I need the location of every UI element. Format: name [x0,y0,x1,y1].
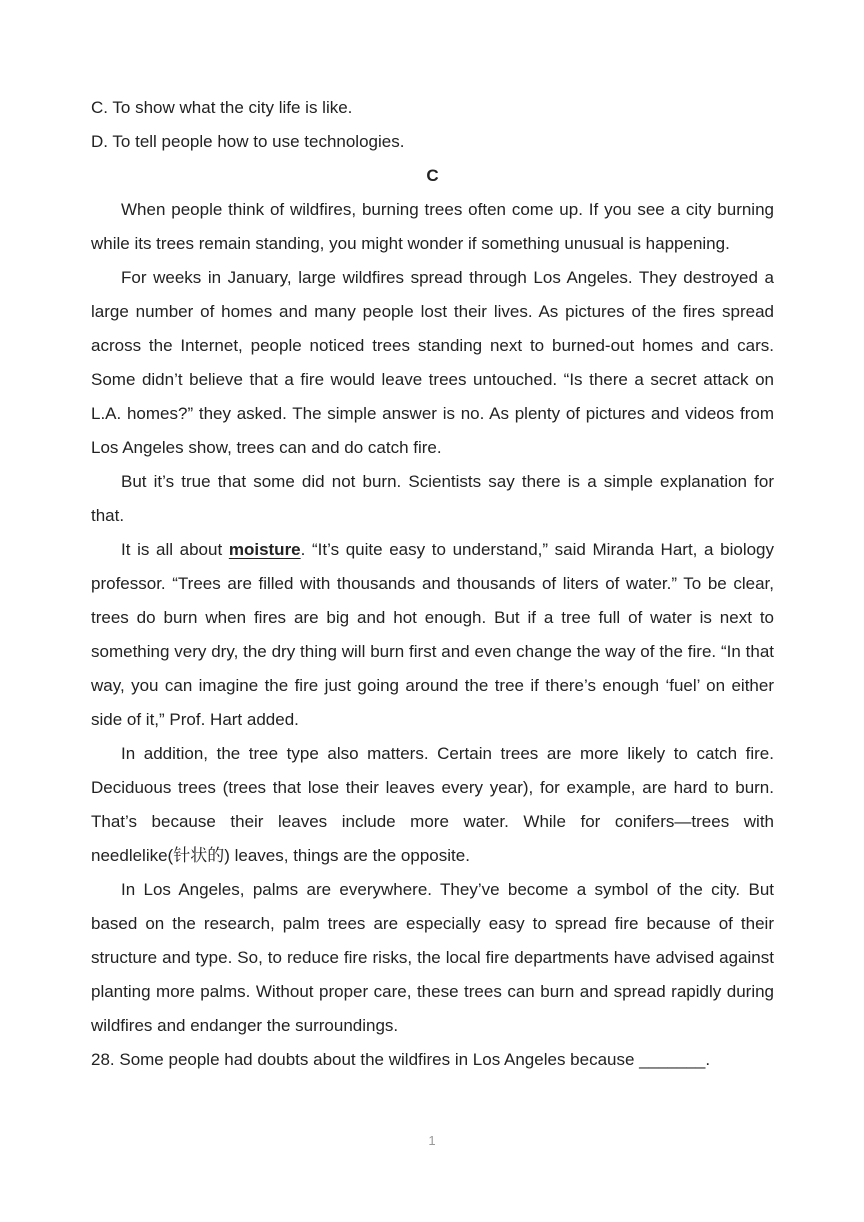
question-28: 28. Some people had doubts about the wildfires in Los Angeles because _______. [91,1050,711,1069]
paragraph-4-start: It is all about [121,540,229,559]
section-heading: C [426,166,439,185]
passage-paragraph-5: In addition, the tree type also matters. Certain trees are more likely to catch fire. Deciduous trees (trees that lose their leaves every year), for example, are hard to burn. That’s because their leaves include more water. While for conifers—trees with needlelike(针状的) leaves, things are the opposite. [91,744,774,865]
passage-paragraph-3: But it’s true that some did not burn. Scientists say there is a simple explanation for that. [91,472,774,525]
passage-paragraph-4 [91,533,774,737]
option-c: C. To show what the city life is like. [91,98,353,117]
vocab-word-moisture: moisture [228,540,301,559]
page-number: 1 [428,1133,436,1148]
option-d: D. To tell people how to use technologies. [91,132,405,151]
paragraph-4-rest: . “It’s quite easy to understand,” said Miranda Hart, a biology professor. “Trees are filled with thousands and thousands of liters of water.” To be clear, trees do burn when fires are big and hot enough. But if a tree full of water is next to something very dry, the dry thing will burn first and even change the way of the fire. “In that way, you can imagine the fire just going around the tree if there’s enough ‘fuel’ on either side of it,” Prof. Hart added. [91,540,775,729]
passage-paragraph-1: When people think of wildfires, burning trees often come up. If you see a city burning while its trees remain standing, you might wonder if something unusual is happening. [91,200,774,253]
document-page [91,91,774,1077]
passage-paragraph-2: For weeks in January, large wildfires spread through Los Angeles. They destroyed a large number of homes and many people lost their lives. As pictures of the fires spread across the Internet, people noticed trees standing next to burned-out homes and cars. Some didn’t believe that a fire would leave trees untouched. “Is there a secret attack on L.A. homes?” they asked. The simple answer is no. As plenty of pictures and videos from Los Angeles show, trees can and do catch fire. [91,268,774,457]
passage-paragraph-6: In Los Angeles, palms are everywhere. They’ve become a symbol of the city. But based on the research, palm trees are especially easy to spread fire because of their structure and type. So, to reduce fire risks, the local fire departments have advised against planting more palms. Without proper care, these trees can burn and spread rapidly during wildfires and endanger the surroundings. [91,880,774,1035]
